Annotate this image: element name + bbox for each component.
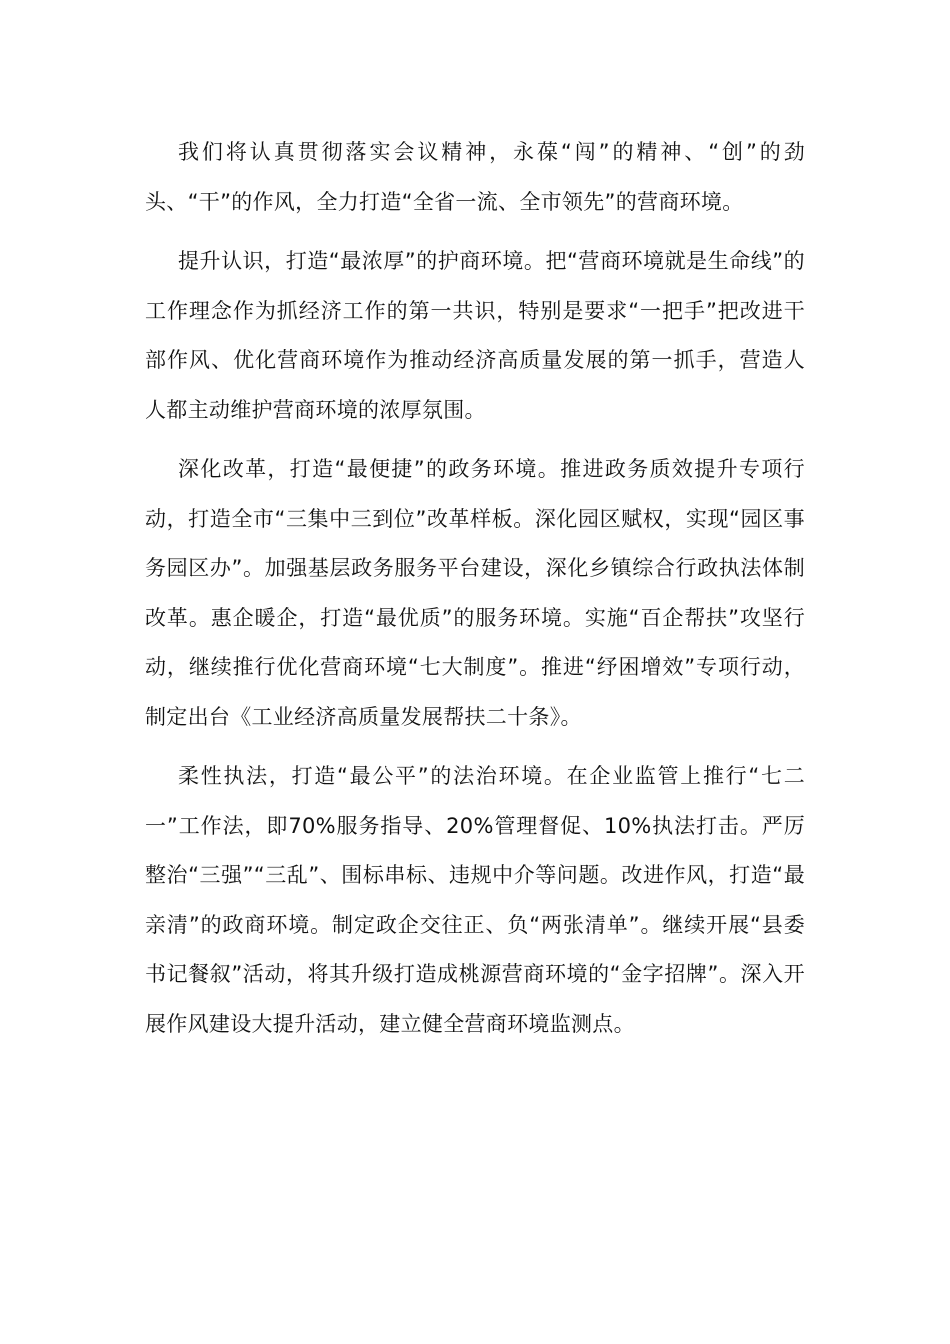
document-body bbox=[145, 128, 805, 1059]
paragraph-reform: 深化改革，打造“最便捷”的政务环境。推进政务质效提升专项行动，打造全市“三集中三到位”改革样板。深化园区赋权，实现“园区事务园区办”。加强基层政务服务平台建设，深化乡镇综合行政执法体制改革。惠企暖企，打造“最优质”的服务环境。实施“百企帮扶”攻坚行动，继续推行优化营商环境“七大制度”。推进“纾困增效”专项行动，制定出台《工业经济高质量发展帮扶二十条》。 bbox=[145, 457, 805, 729]
paragraph-law-enforcement: 柔性执法，打造“最公平”的法治环境。在企业监管上推行“七二一”工作法，即70%服务指导、20%管理督促、10%执法打击。严厉整治“三强”“三乱”、围标串标、违规中介等问题。改进作风，打造“最亲清”的政商环境。制定政企交往正、负“两张清单”。继续开展“县委书记餐叙”活动，将其升级打造成桃源营商环境的“金字招牌”。深入开展作风建设大提升活动，建立健全营商环境监测点。 bbox=[145, 764, 805, 1036]
paragraph-intro: 我们将认真贯彻落实会议精神，永葆“闯”的精神、“创”的劲头、“干”的作风，全力打造“全省一流、全市领先”的营商环境。 bbox=[145, 140, 805, 214]
paragraph-awareness: 提升认识，打造“最浓厚”的护商环境。把“营商环境就是生命线”的工作理念作为抓经济工作的第一共识，特别是要求“一把手”把改进干部作风、优化营商环境作为推动经济高质量发展的第一抓手，营造人人都主动维护营商环境的浓厚氛围。 bbox=[145, 249, 805, 422]
